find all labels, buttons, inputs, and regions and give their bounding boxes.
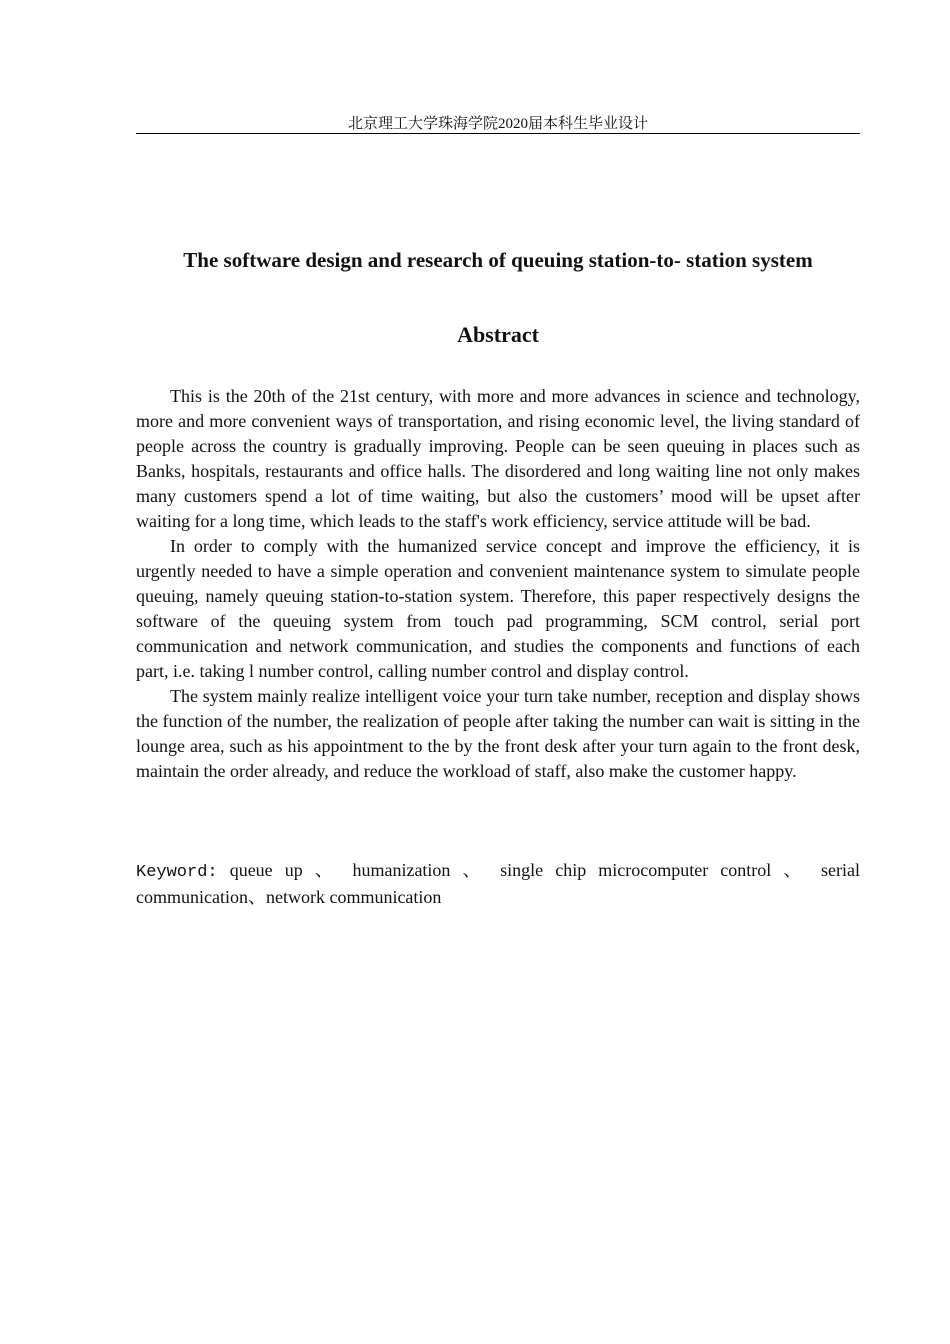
keyword-line xyxy=(136,858,860,910)
abstract-heading: Abstract xyxy=(457,322,539,347)
abstract-paragraph-1: This is the 20th of the 21st century, with more and more advances in science and technology, more and more convenient ways of transportation, and rising economic level, the living standard of people across the country is gradually improving. People can be seen queuing in places such as Banks, hospitals, restaurants and office halls. The disordered and long waiting line not only makes many customers spend a lot of time waiting, but also the customers’ mood will be upset after waiting for a long time, which leads to the staff's work efficiency, service attitude will be bad. xyxy=(136,386,860,531)
abstract-body xyxy=(136,384,860,784)
header-divider xyxy=(136,133,860,134)
page-header: 北京理工大学珠海学院2020届本科生毕业设计 xyxy=(347,116,648,132)
paper-title: The software design and research of queuing station-to- station system xyxy=(183,248,813,272)
abstract-paragraph-3: The system mainly realize intelligent voice your turn take number, reception and display shows the function of the number, the realization of people after taking the number can wait is sitting in the lounge area, such as his appointment to the by the front desk after your turn again to the front desk, maintain the order already, and reduce the workload of staff, also make the customer happy. xyxy=(136,686,860,781)
keyword-label: Keyword: xyxy=(136,863,218,882)
abstract-paragraph-2: In order to comply with the humanized service concept and improve the efficiency, it is urgently needed to have a simple operation and convenient maintenance system to simulate people queuing, namely queuing station-to-station system. Therefore, this paper respectively designs the software of the queuing system from touch pad programming, SCM control, serial port communication and network communication, and studies the components and functions of each part, i.e. taking l number control, calling number control and display control. xyxy=(136,536,860,681)
keyword-list: queue up 、 humanization 、 single chip microcomputer control 、 serial communication、network communication xyxy=(136,860,860,907)
